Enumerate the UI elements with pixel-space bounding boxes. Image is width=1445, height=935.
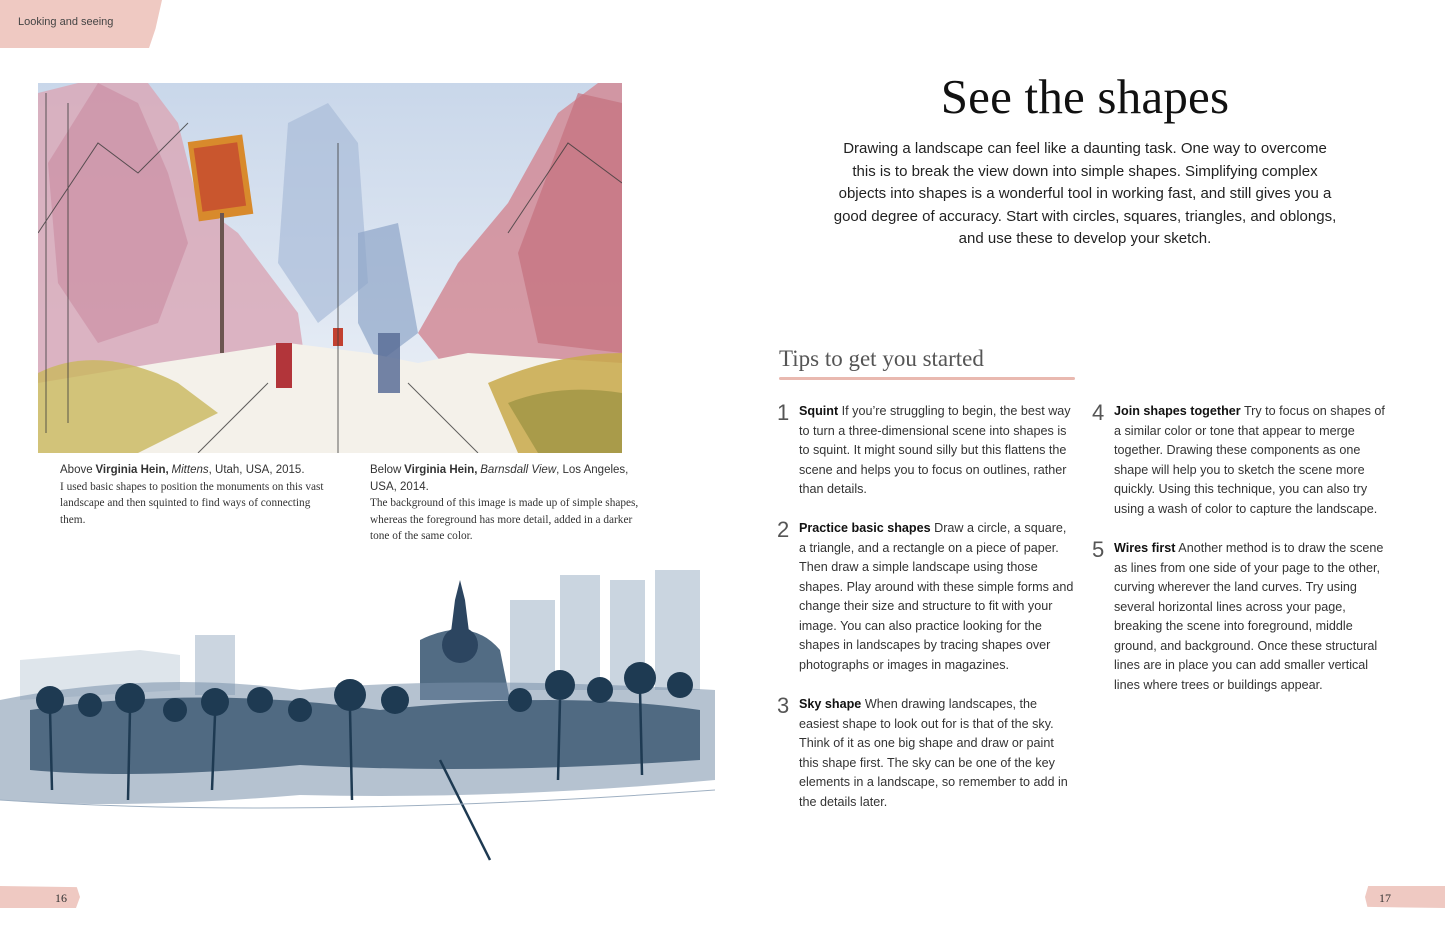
tip-title: Join shapes together [1114,404,1241,418]
tip-text: Try to focus on shapes of a similar color or tone that appear to merge together. Drawing these components as one shape will help you to sketch the scene more quickly. Using this technique, you can also try using a wash of color to capture the landscape. [1114,404,1385,516]
tip-body [799,695,1074,812]
tip-title: Practice basic shapes [799,521,931,535]
page-number-tab-left [0,886,80,908]
intro-paragraph: Drawing a landscape can feel like a daunting task. One way to overcome this is to break the view down into simple shapes. Simplifying complex objects into shapes is a wonderful tool in working fast, and still gives you a good degree of accuracy. Start with circles, squares, triangles, and oblongs, and use these to develop your sketch. [833,140,1337,248]
caption-above-position: Above [60,464,93,476]
caption-above-artist: Virginia Hein, [95,464,169,476]
tip-text: Draw a circle, a square, a triangle, and a rectangle on a piece of paper. Then draw a simple landscape using those shapes. Play around with these simple forms and change their size and structure to fit with your image. You can also practice looking for the shapes in landscapes by tracing shapes over photographs or images in magazines. [799,521,1074,672]
tips-heading-underline [779,377,1075,380]
caption-above [60,462,328,528]
tips-heading: Tips to get you started [779,346,984,371]
tip-title: Squint [799,404,839,418]
caption-above-text: I used basic shapes to position the monuments on this vast landscape and then squinted to find ways of connecting them. [60,480,324,526]
caption-above-place: , Utah, USA, 2015. [208,464,305,476]
caption-below [370,462,654,545]
tip-number: 2 [777,517,790,542]
caption-below-text: The background of this image is made up of simple shapes, whereas the foreground has more detail, added in a darker tone of the same color. [370,497,639,542]
tip-text: If you’re struggling to begin, the best way to turn a three-dimensional scene into shapes is to squint. It might sound silly but this flattens the scene and helps you to focus on outlines, rather than details. [799,404,1071,496]
section-label: Looking and seeing [18,16,114,28]
tip-body [799,402,1074,500]
page-number-right: 17 [1379,891,1391,905]
caption-below-position: Below [370,464,402,476]
barnsdall-view-watercolor-illustration [0,560,715,870]
tip-body [1114,539,1394,695]
tip-title: Wires first [1114,541,1176,555]
caption-below-artist: Virginia Hein, [404,464,478,476]
caption-below-work: Barnsdall View [480,464,557,476]
caption-below-place: , Los Angeles, USA, 2014. [370,464,629,493]
tip-title: Sky shape [799,697,862,711]
tip-number: 3 [777,693,790,718]
tip-text: When drawing landscapes, the easiest shape to look out for is that of the sky. Think of it as one big shape and draw or paint this shape first. The sky can be one of the key elements in a landscape, so remember to add in the details later. [799,697,1068,809]
caption-above-work: Mittens [171,464,209,476]
tip-body [799,519,1074,675]
tip-text: Another method is to draw the scene as lines from one side of your page to the other, curving wherever the land curves. Try using several horizontal lines across your page, breaking the scene into foreground, middle ground, and background. Once these structural lines are in place you can add smaller vertical lines where trees or buildings appear. [1114,541,1384,692]
mittens-watercolor-illustration [38,83,622,453]
page-number-tab-right [1365,886,1445,908]
tip-number: 1 [777,400,790,425]
page-number-left: 16 [55,891,67,905]
tip-number: 4 [1092,400,1105,425]
page-title: See the shapes [940,69,1230,124]
tip-number: 5 [1092,537,1105,562]
tip-body [1114,402,1394,519]
